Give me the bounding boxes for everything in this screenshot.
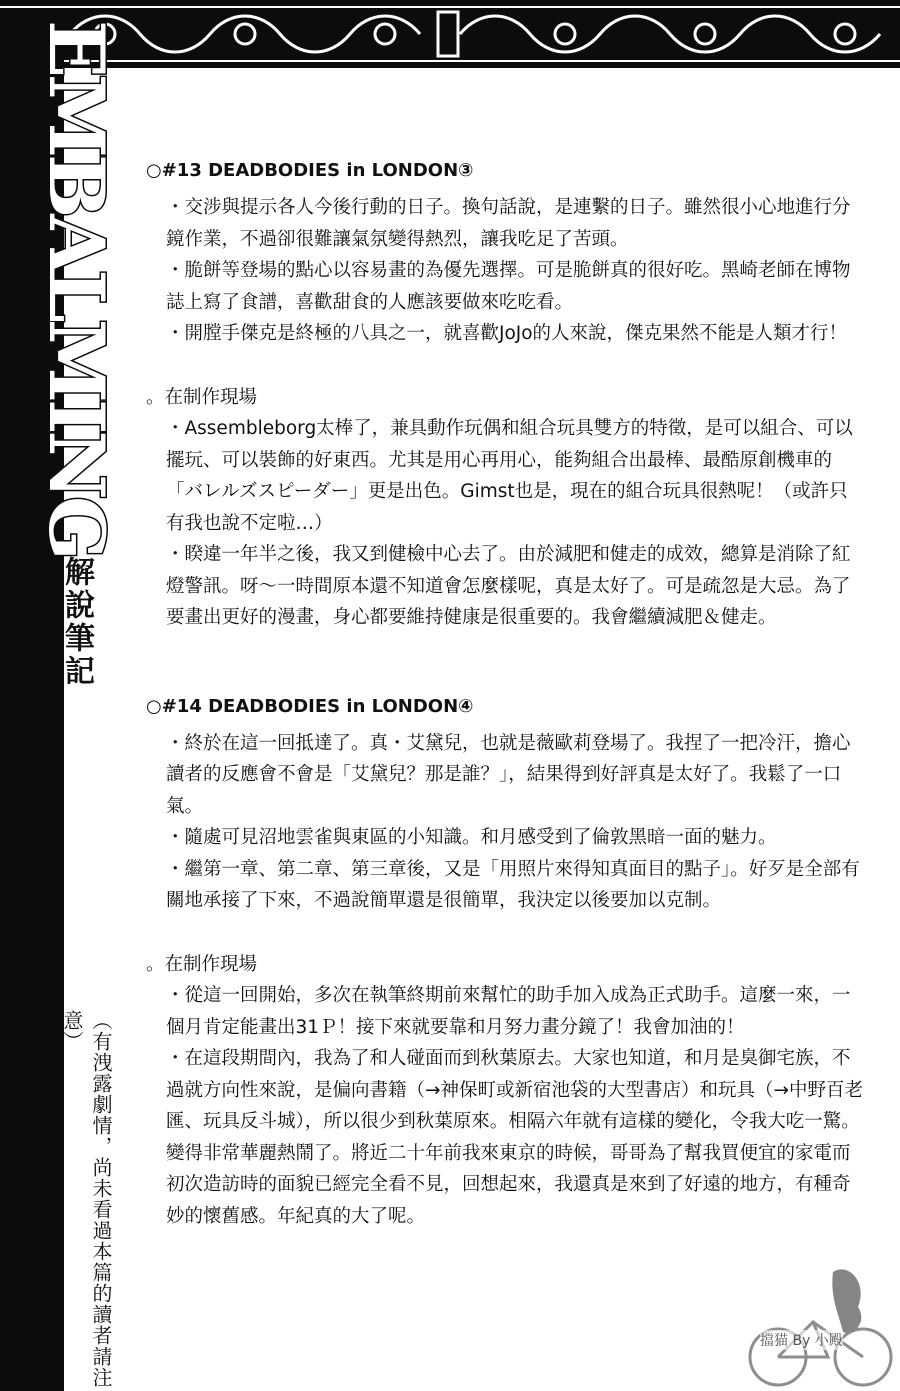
note-text: ・隨處可見沼地雲雀與東區的小知識。和月感受到了倫敦黑暗一面的魅力。 (166, 827, 777, 848)
note-text: ・終於在這一回抵達了。真・艾黛兒，也就是薇歐莉登場了。我捏了一把冷汗，擔心讀者的反應會不會是「艾黛兒？那是誰？」，結果得到好評真是太好了。我鬆了一口氣。 (166, 732, 851, 817)
note-text: ・開膛手傑克是終極的八具之一，就喜歡JoJo的人來說，傑克果然不能是人類才行！ (166, 323, 848, 344)
note-text: ・脆餅等登場的點心以容易畫的為優先選擇。可是脆餅真的很好吃。黑崎老師在博物誌上寫了食譜，喜歡甜食的人應該要做來吃吃看。 (166, 260, 851, 313)
note-item (146, 413, 866, 539)
note-item (146, 1043, 866, 1232)
note-item (146, 854, 866, 917)
bicycle-watermark-icon (738, 1262, 900, 1391)
note-item (146, 318, 866, 350)
note-text: ・交涉與提示各人今後行動的日子。換句話說，是連繫的日子。雖然很小心地進行分鏡作業，不過卻很難讓氣氛變得熱烈，讓我吃足了苦頭。 (166, 197, 851, 250)
note-text: ・從這一回開始，多次在執筆終期前來幫忙的助手加入成為正式助手。這麼一來，一個月肯定能畫出31Ｐ！接下來就要靠和月努力畫分鏡了！我會加油的！ (166, 985, 851, 1038)
subheading-production: 。在制作現場 (146, 953, 258, 975)
note-item (146, 255, 866, 318)
note-text: ・Assembleborg太棒了，兼具動作玩偶和組合玩具雙方的特徵，是可以組合、可以擺玩、可以裝飾的好東西。尤其是用心再用心，能夠組合出最棒、最酷原創機車的「バレルズスピーダー」更是出色。Gimst也是，現在的組合玩具很熱呢！（或許只有我也說不定啦…） (166, 418, 853, 534)
subheading-production: 。在制作現場 (146, 386, 258, 408)
section-label: 解說筆記 (59, 556, 94, 688)
series-title: EMBALMING (32, 20, 121, 557)
note-item (146, 980, 866, 1043)
note-item (146, 539, 866, 634)
note-item (146, 728, 866, 823)
ornamental-border (0, 0, 900, 70)
note-text: ・繼第一章、第二章、第三章後，又是「用照片來得知真面目的點子」。好歹是全部有關地承接了下來，不過說簡單還是很簡單，我決定以後要加以克制。 (166, 858, 860, 911)
section-heading-14: ○#14 DEADBODIES in LONDON④ (146, 695, 474, 717)
scan-credit: 擋猫 By 小殿 (760, 1330, 843, 1350)
note-item (146, 192, 866, 255)
note-text: ・睽違一年半之後，我又到健檢中心去了。由於減肥和健走的成效，總算是消除了紅燈警訊。呀～一時間原本還不知道會怎麼樣呢，真是太好了。可是疏忽是大忌。為了要畫出更好的漫畫，身心都要維持健康是很重要的。我會繼續減肥＆健走。 (166, 544, 851, 628)
section-heading-13: ○#13 DEADBODIES in LONDON③ (146, 160, 474, 181)
note-text: ・在這段期間內，我為了和人碰面而到秋葉原去。大家也知道，和月是臭御宅族，不過就方向性來說，是偏向書籍（→神保町或新宿池袋的大型書店）和玩具（→中野百老匯、玩具反斗城），所以很少到秋葉原來。相隔六年就有這樣的變化，令我大吃一驚。變得非常華麗熱鬧了。將近二十年前我來東京的時候，哥哥為了幫我買便宜的家電而初次造訪時的面貌已經完全看不見，回想起來，我還真是來到了好遠的地方，有種奇妙的懷舊感。年紀真的大了呢。 (166, 1048, 864, 1227)
note-item (146, 822, 866, 854)
notes-content (146, 160, 866, 1232)
spoiler-note: （有洩露劇情，尚未看過本篇的讀者請注意） (60, 1010, 113, 1388)
